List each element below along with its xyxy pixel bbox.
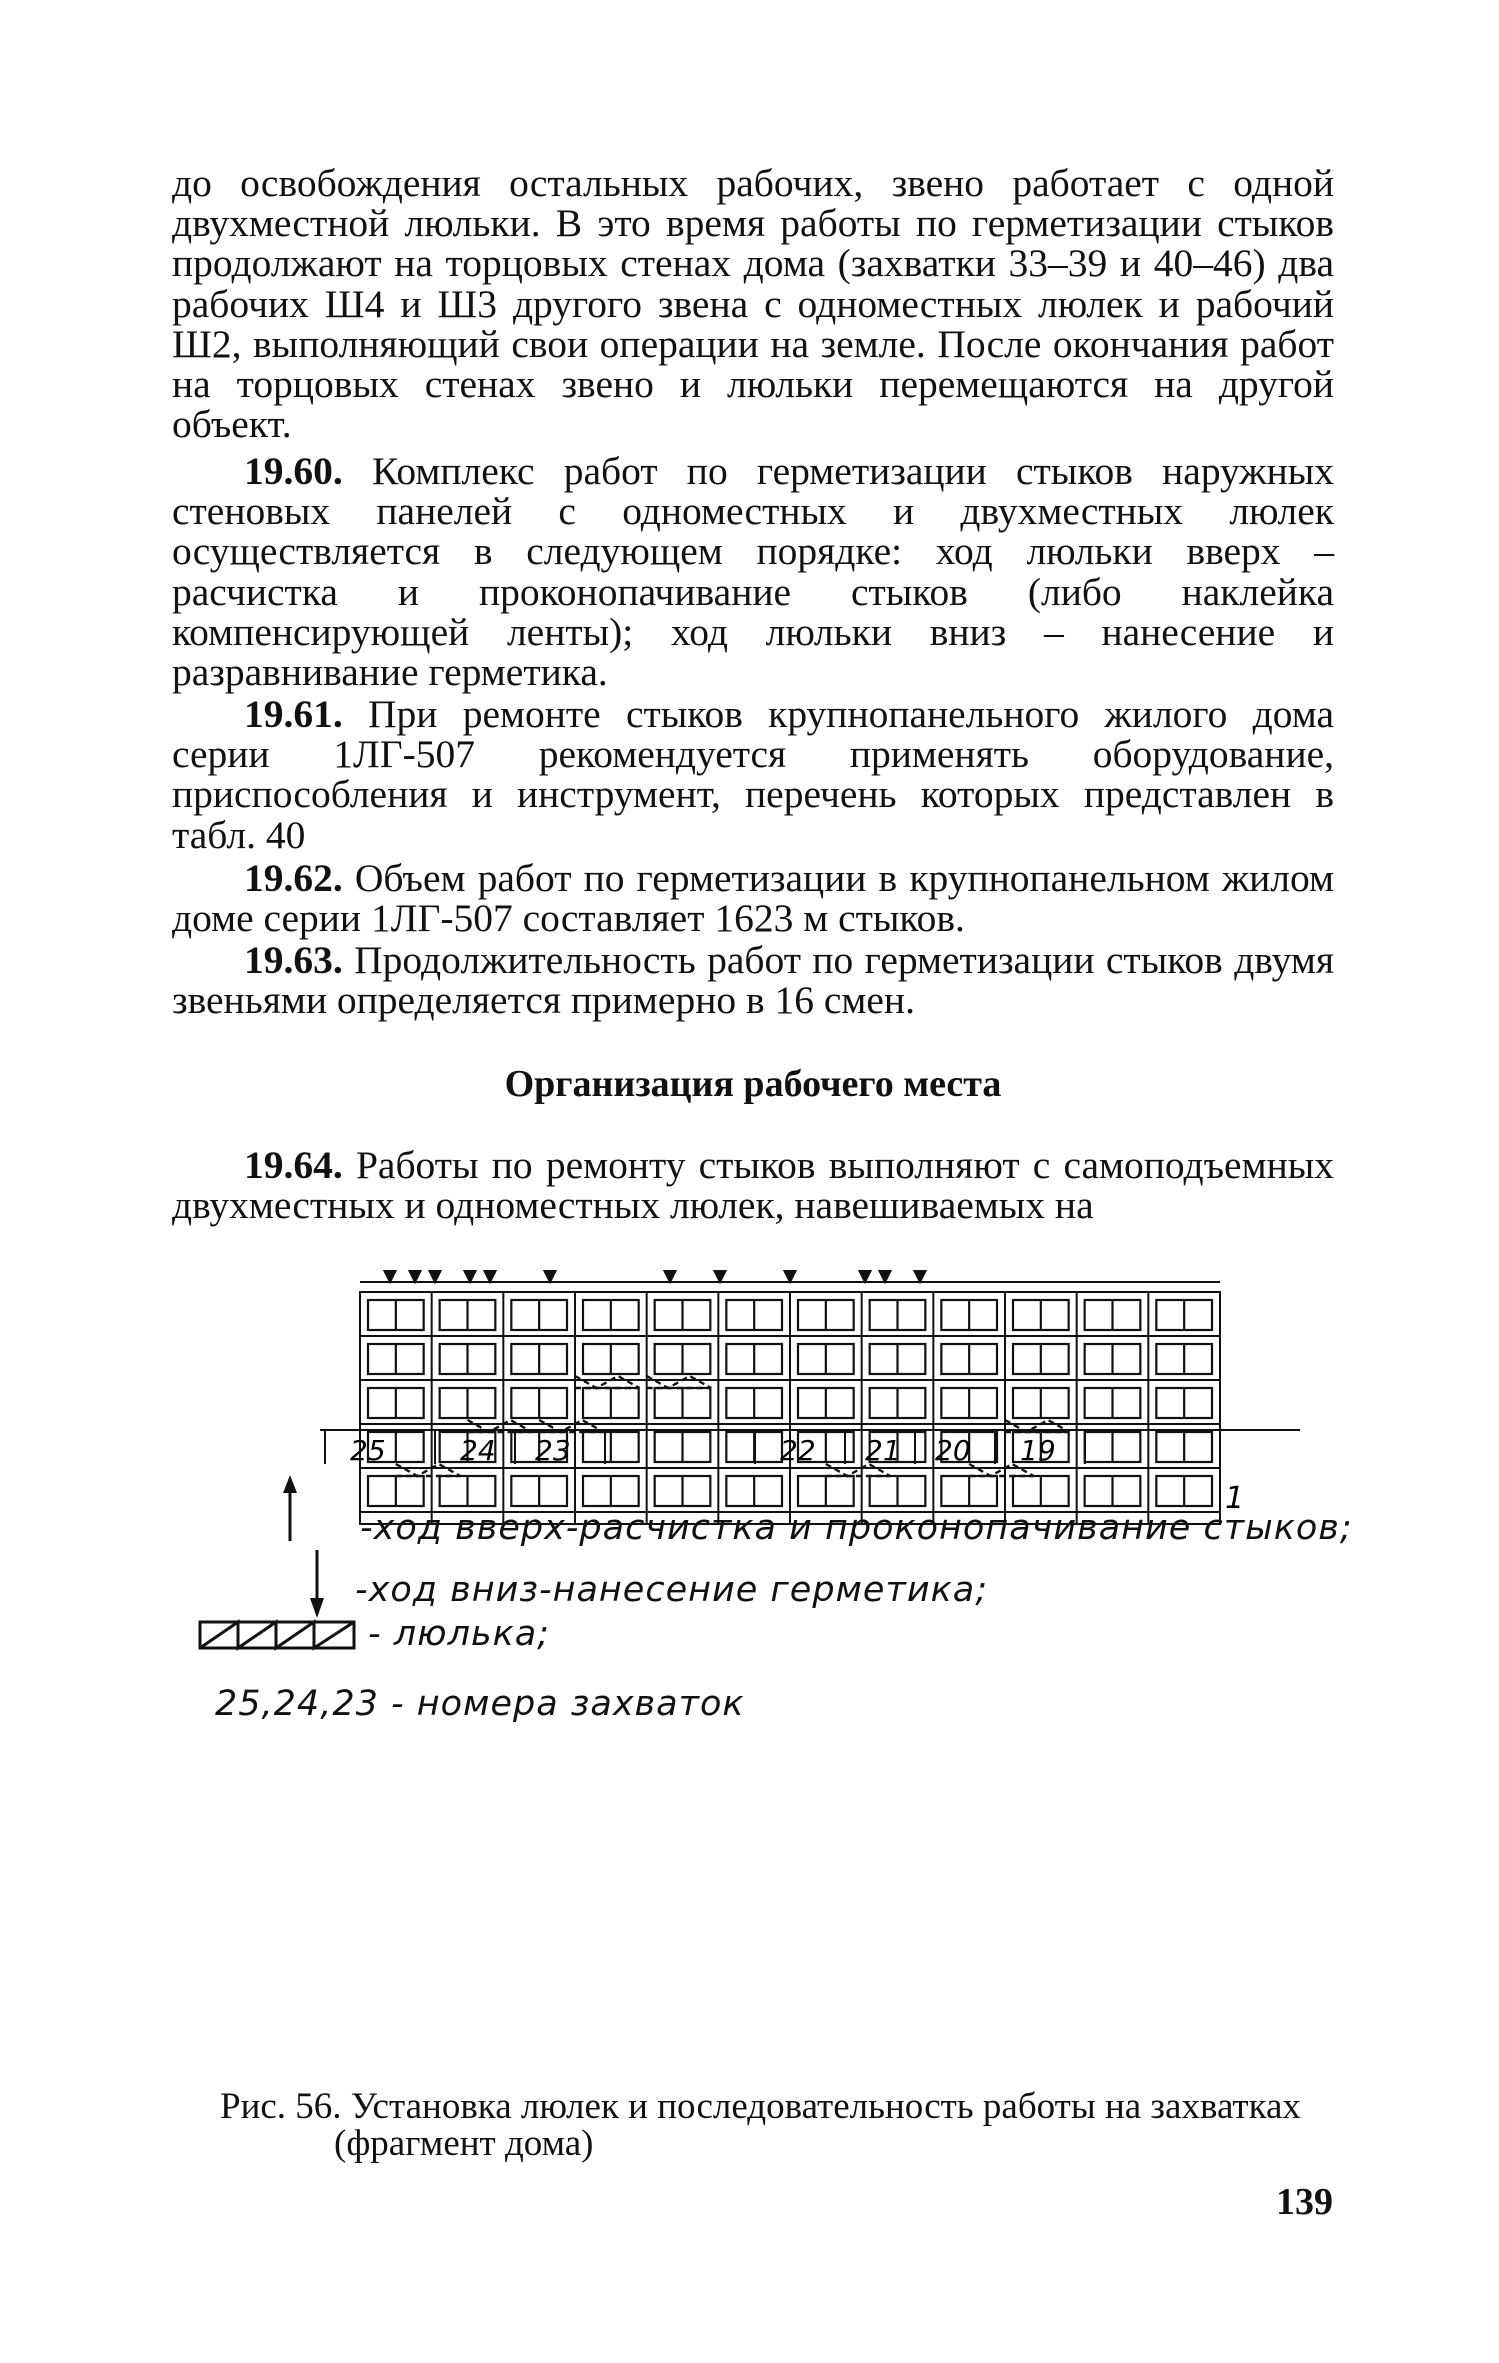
paragraph-19-60	[172, 449, 1334, 695]
section-label: 20	[935, 1434, 971, 1467]
section-labels	[320, 1420, 1310, 1480]
section-label: 23	[535, 1434, 571, 1467]
cradle-mark	[647, 1376, 712, 1388]
paragraph-text: Комплекс работ по герметизации стыков наружных стеновых панелей с одноместных и двухместных люлек осуществляется в следующем порядке: ход люльки вверх – расчистка и проконопачивание стыков (либо наклейка компенсирующей ленты); ход люльки вниз – нанесение и разравнивание герметика.	[172, 449, 1334, 695]
paragraph-number: 19.61.	[244, 692, 343, 736]
arrow-up-icon	[278, 1475, 302, 1543]
anchor-icon	[914, 1270, 926, 1282]
facade-drawing	[320, 1270, 1310, 1530]
paragraph-19-64	[172, 1143, 1334, 1228]
legend-up: -ход вверх-расчистка и проконопачивание стыков;	[360, 1508, 1353, 1548]
paragraph-number: 19.60.	[244, 449, 343, 493]
cradle-icon	[198, 1618, 358, 1652]
anchor-icon	[429, 1270, 441, 1282]
anchor-icon	[544, 1270, 556, 1282]
anchor-icon	[484, 1270, 496, 1282]
legend-down: -ход вниз-нанесение герметика;	[355, 1570, 988, 1610]
page-number: 139	[1276, 2181, 1333, 2223]
paragraph-text: Продолжительность работ по герметизации стыков двумя звеньями определяется примерно в 16 смен.	[172, 938, 1335, 1023]
paragraph-number: 19.64.	[244, 1143, 343, 1187]
paragraph-text: Работы по ремонту стыков выполняют с самоподъемных двухместных и одноместных люлек, навешиваемых на	[172, 1143, 1334, 1228]
paragraph-19-62	[172, 856, 1334, 941]
paragraph-continuation: до освобождения остальных рабочих, звено работает с одной двухместной люльки. В это время работы по герметизации стыков продолжают на торцовых стенах дома (захватки 33–39 и 40–46) два рабочих Ш4 и Ш3 другого звена с одноместных люлек и рабочий Ш2, выполняющий свои операции на земле. После окончания работ на торцовых стенах звено и люльки перемещаются на другой объект.	[172, 161, 1334, 447]
legend-numbers: 25,24,23 - номера захваток	[215, 1684, 745, 1724]
arrow-down-icon	[305, 1548, 329, 1618]
paragraph-19-61	[172, 694, 1334, 855]
cradle-mark	[575, 1376, 640, 1388]
paragraph-number: 19.63.	[244, 938, 343, 982]
section-label: 19	[1020, 1434, 1056, 1467]
caption-line-1: Рис. 56. Установка люлек и последовательность работы на захватках	[220, 2086, 1301, 2127]
anchor-icon	[409, 1270, 421, 1282]
paragraph-text: При ремонте стыков крупнопанельного жилого дома серии 1ЛГ-507 рекомендуется применять оборудование, приспособления и инструмент, перечень которых представлен в табл. 40	[172, 692, 1334, 857]
section-label: 25	[350, 1434, 386, 1467]
legend-cradle: - люлька;	[368, 1614, 550, 1654]
marker-label: 1	[1225, 1481, 1245, 1516]
paragraph-text: Объем работ по герметизации в крупнопанельном жилом доме серии 1ЛГ-507 составляет 1623 м стыков.	[172, 856, 1334, 941]
caption-line-2: (фрагмент дома)	[334, 2123, 594, 2164]
figure-caption	[220, 2088, 1320, 2162]
anchor-icon	[859, 1270, 871, 1282]
anchor-icon	[664, 1270, 676, 1282]
paragraph-number: 19.62.	[244, 856, 343, 900]
paragraph-19-63	[172, 938, 1335, 1023]
section-label: 24	[460, 1434, 496, 1467]
anchor-icon	[384, 1270, 396, 1282]
section-label: 21	[865, 1434, 901, 1467]
anchor-icon	[879, 1270, 891, 1282]
section-heading: Организация рабочего места	[504, 1063, 1002, 1105]
anchor-icon	[714, 1270, 726, 1282]
anchor-icon	[464, 1270, 476, 1282]
anchor-icon	[784, 1270, 796, 1282]
section-label: 22	[780, 1434, 816, 1467]
